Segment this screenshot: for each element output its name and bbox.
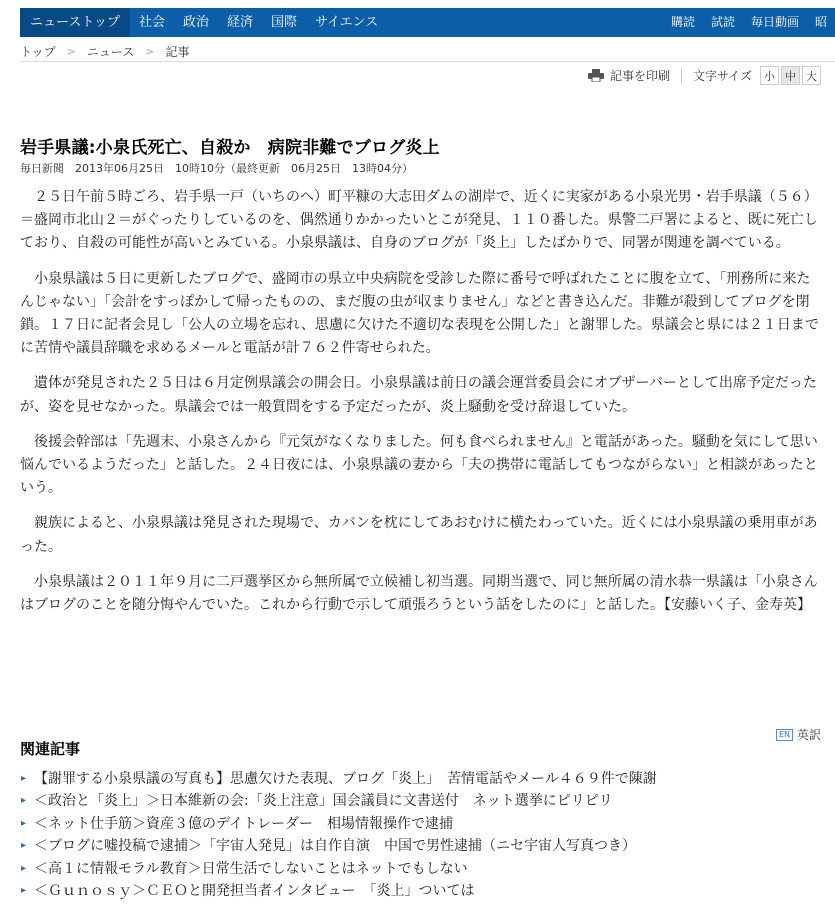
article-paragraph: 小泉県議は５日に更新したブログで、盛岡市の県立中央病院を受診した際に番号で呼ばれたことに腹を立て、「刑務所に来たんじゃない」「会計をすっぽかして帰ったものの、まだ腹の虫が収まりません」などと書き込んだ。非難が殺到してブログを閉鎖。１７日に記者会見し「公人の立場を忘れ、思慮に欠けた不適切な表現を公開した」と謝罪した。県議会と県には２１日までに苦情や議員辞職を求めるメールと電話が計７６２件寄せられた。	[20, 270, 819, 357]
breadcrumb-news[interactable]: ニュース	[86, 45, 135, 59]
english-translation-label[interactable]: 英訳	[796, 728, 821, 742]
text-size-label: 文字サイズ	[692, 69, 752, 83]
text-size-small-button[interactable]: 小	[760, 66, 779, 85]
nav-tab-society[interactable]: 社会	[138, 15, 165, 30]
english-translation-link[interactable]	[776, 726, 821, 743]
article-body	[20, 186, 822, 629]
breadcrumb-separator: >	[145, 45, 155, 58]
nav-right	[663, 8, 835, 37]
en-badge-icon: EN	[776, 729, 793, 741]
related-article-link[interactable]: ▸ ＜ブログに嘘投稿で逮捕＞「宇宙人発見」は自作自演 中国で男性逮捕（ニセ宇宙人写真つき）	[20, 835, 657, 857]
article-paragraph: 小泉県議は２０１１年９月に二戸選挙区から無所属で立候補し初当選。同期当選で、同じ無所属の清水恭一県議は「小泉さんはブログのことを随分悔やんでいた。これから行動で示して頑張ろうという話をしたのに」と話した。【安藤いく子、金寿英】	[20, 573, 818, 614]
related-articles-list	[20, 768, 657, 902]
nav-tab-politics[interactable]: 政治	[182, 15, 209, 30]
related-article-link[interactable]: ▸ ＜政治と「炎上」＞日本維新の会:「炎上注意」国会議員に文書送付 ネット選挙にピリピリ	[20, 790, 657, 812]
article-paragraph: ２５日午前５時ごろ、岩手県一戸（いちのへ）町平糠の大志田ダムの湖岸で、近くに実家がある小泉光男・岩手県議（５６）＝盛岡市北山２＝がぐったりしているのを、偶然通りかかったいとこが発見、１１０番した。県警二戸署によると、既に死亡しており、自殺の可能性が高いとみている。小泉県議は、自身のブログが「炎上」したばかりで、同署が関連を調べている。	[20, 189, 818, 252]
nav-left	[20, 8, 387, 37]
tools-divider	[681, 68, 682, 84]
nav-tab-science[interactable]: サイエンス	[315, 15, 379, 30]
nav-link-trial[interactable]: 試読	[710, 15, 735, 29]
related-article-link[interactable]: ▸ ＜ネット仕手筋＞資産３億のデイトレーダー 相場情報操作で逮捕	[20, 813, 657, 835]
related-article-link[interactable]: ▸ ＜高１に情報モラル教育＞日常生活でしないことはネットでもしない	[20, 858, 657, 880]
article-paragraph: 後援会幹部は「先週末、小泉さんから『元気がなくなりました。何も食べられません』と電話があった。騒動を気にして思い悩んでいるようだった」と話した。２４日夜には、小泉県議の妻から「夫の携帯に電話してもつながらない」と相談があったという。	[20, 433, 818, 497]
article-paragraph: 遺体が発見された２５日は６月定例県議会の開会日。小泉県議は前日の議会運営委員会にオブザーバーとして出席予定だったが、姿を見せなかった。県議会では一般質問をする予定だったが、炎上騒動を受け辞退していた。	[20, 375, 817, 415]
print-icon[interactable]	[588, 69, 604, 82]
nav-tab-international[interactable]: 国際	[271, 15, 298, 30]
related-articles-heading: 関連記事	[20, 740, 81, 758]
article-paragraph: 親族によると、小泉県議は発見された現場で、カバンを枕にしてあおむけに横たわっていた。近くには小泉県議の乗用車があった。	[20, 515, 818, 555]
divider	[20, 61, 835, 62]
article-tools	[588, 66, 821, 85]
text-size-medium-button[interactable]: 中	[781, 66, 800, 85]
nav-tab-news-top[interactable]: ニューストップ	[20, 8, 130, 37]
top-nav	[20, 8, 835, 37]
print-button[interactable]: 記事を印刷	[609, 69, 670, 83]
nav-tab-economy[interactable]: 経済	[227, 15, 254, 30]
article-title: 岩手県議:小泉氏死亡、自殺か 病院非難でブログ炎上	[20, 138, 440, 158]
related-article-link[interactable]: ▸ 【謝罪する小泉県議の写真も】思慮欠けた表現、ブログ「炎上」 苦情電話やメール４６９件で陳謝	[20, 768, 657, 790]
nav-link-truncated[interactable]: 昭	[814, 15, 827, 29]
breadcrumb	[20, 43, 190, 60]
nav-link-subscribe[interactable]: 購読	[670, 15, 695, 29]
nav-link-video[interactable]: 毎日動画	[750, 15, 799, 29]
text-size-large-button[interactable]: 大	[802, 66, 821, 85]
article-meta: 毎日新聞 2013年06月25日 10時10分（最終更新 06月25日 13時04分）	[20, 162, 413, 175]
breadcrumb-top[interactable]: トップ	[20, 45, 56, 59]
related-article-link[interactable]: ▸ ＜Ｇｕｎｏｓｙ＞ＣＥＯと開発担当者インタビュー 「炎上」ついては	[20, 880, 657, 902]
breadcrumb-article: 記事	[165, 45, 190, 59]
breadcrumb-separator: >	[66, 45, 76, 58]
